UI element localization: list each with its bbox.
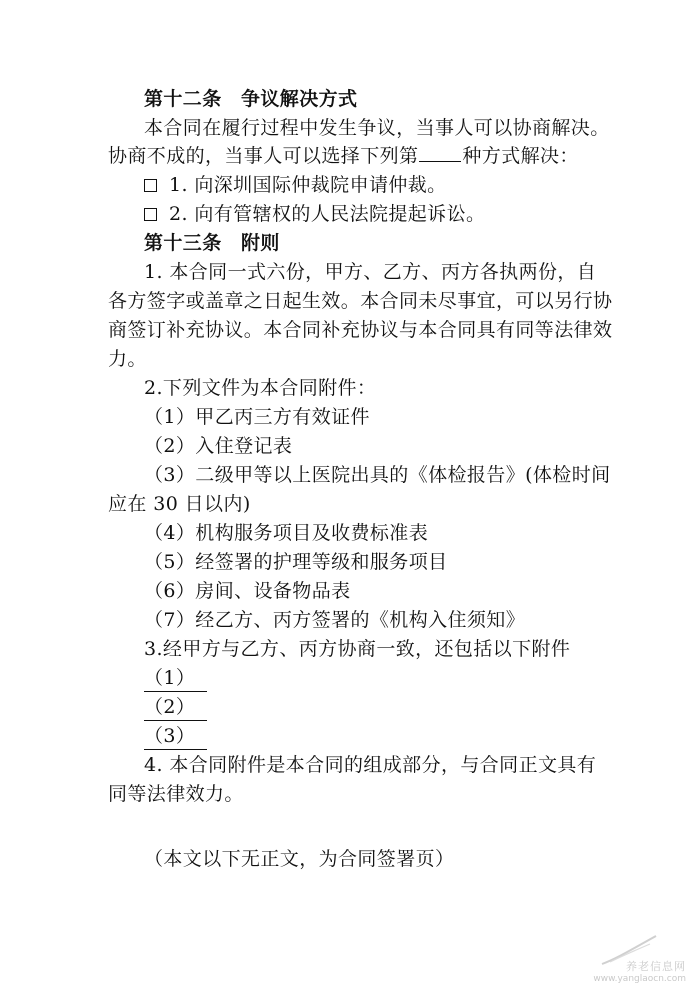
extra-attachment-2-label: （2）	[144, 694, 207, 721]
watermark-url: www.yanglaocn.com	[593, 974, 686, 984]
item-2-intro: 2.下列文件为本合同附件：	[144, 377, 377, 399]
attachment-3: （3）二级甲等以上医院出具的《体检报告》(体检时间	[144, 464, 611, 486]
attachment-4: （4）机构服务项目及收费标准表	[144, 522, 429, 544]
choice-prompt-suffix: 种方式解决：	[462, 145, 579, 167]
extra-attachment-2	[144, 694, 207, 721]
option-arbitration	[144, 172, 447, 198]
extra-attachment-1-label: （1）	[144, 665, 207, 692]
checkbox-icon	[144, 179, 157, 192]
article-13-heading: 第十三条 附则	[144, 232, 280, 254]
attachment-7: （7）经乙方、丙方签署的《机构入住须知》	[144, 609, 526, 631]
attachment-2: （2）入住登记表	[144, 435, 293, 457]
attachment-6: （6）房间、设备物品表	[144, 580, 351, 602]
article-12-heading: 第十二条 争议解决方式	[144, 88, 358, 110]
option-litigation-label: 2. 向有管辖权的人民法院提起诉讼。	[169, 203, 486, 225]
extra-attachment-1	[144, 665, 207, 692]
item-3-intro: 3.经甲方与乙方、丙方协商一致，还包括以下附件	[144, 638, 571, 660]
checkbox-icon	[144, 208, 157, 221]
item-1-line-3: 商签订补充协议。本合同补充协议与本合同具有同等法律效	[108, 319, 613, 341]
item-4-line-1: 4. 本合同附件是本合同的组成部分，与合同正文具有	[144, 754, 597, 776]
watermark-text: 养老信息网	[626, 960, 686, 973]
closing-note: （本文以下无正文，为合同签署页）	[144, 848, 455, 870]
item-1-line-2: 各方签字或盖章之日起生效。本合同未尽事宜，可以另行协	[108, 290, 613, 312]
attachment-5: （5）经签署的护理等级和服务项目	[144, 551, 448, 573]
extra-attachment-3	[144, 723, 207, 750]
item-1-line-4: 力。	[108, 348, 147, 370]
extra-attachment-3-label: （3）	[144, 723, 207, 750]
article-12-paragraph-line-2	[108, 143, 579, 169]
attachment-1: （1）甲乙丙三方有效证件	[144, 406, 370, 428]
choice-prompt-text: 协商不成的，当事人可以选择下列第	[108, 145, 419, 167]
item-4-line-2: 同等法律效力。	[108, 783, 244, 805]
attachment-3-continued: 应在 30 日以内)	[108, 493, 251, 515]
watermark	[593, 958, 686, 984]
option-litigation	[144, 201, 485, 227]
article-12-paragraph-line-1: 本合同在履行过程中发生争议，当事人可以协商解决。	[144, 117, 610, 139]
choice-blank	[419, 143, 461, 162]
option-arbitration-label: 1. 向深圳国际仲裁院申请仲裁。	[169, 174, 447, 196]
item-1-line-1: 1. 本合同一式六份，甲方、乙方、丙方各执两份，自	[144, 261, 597, 283]
